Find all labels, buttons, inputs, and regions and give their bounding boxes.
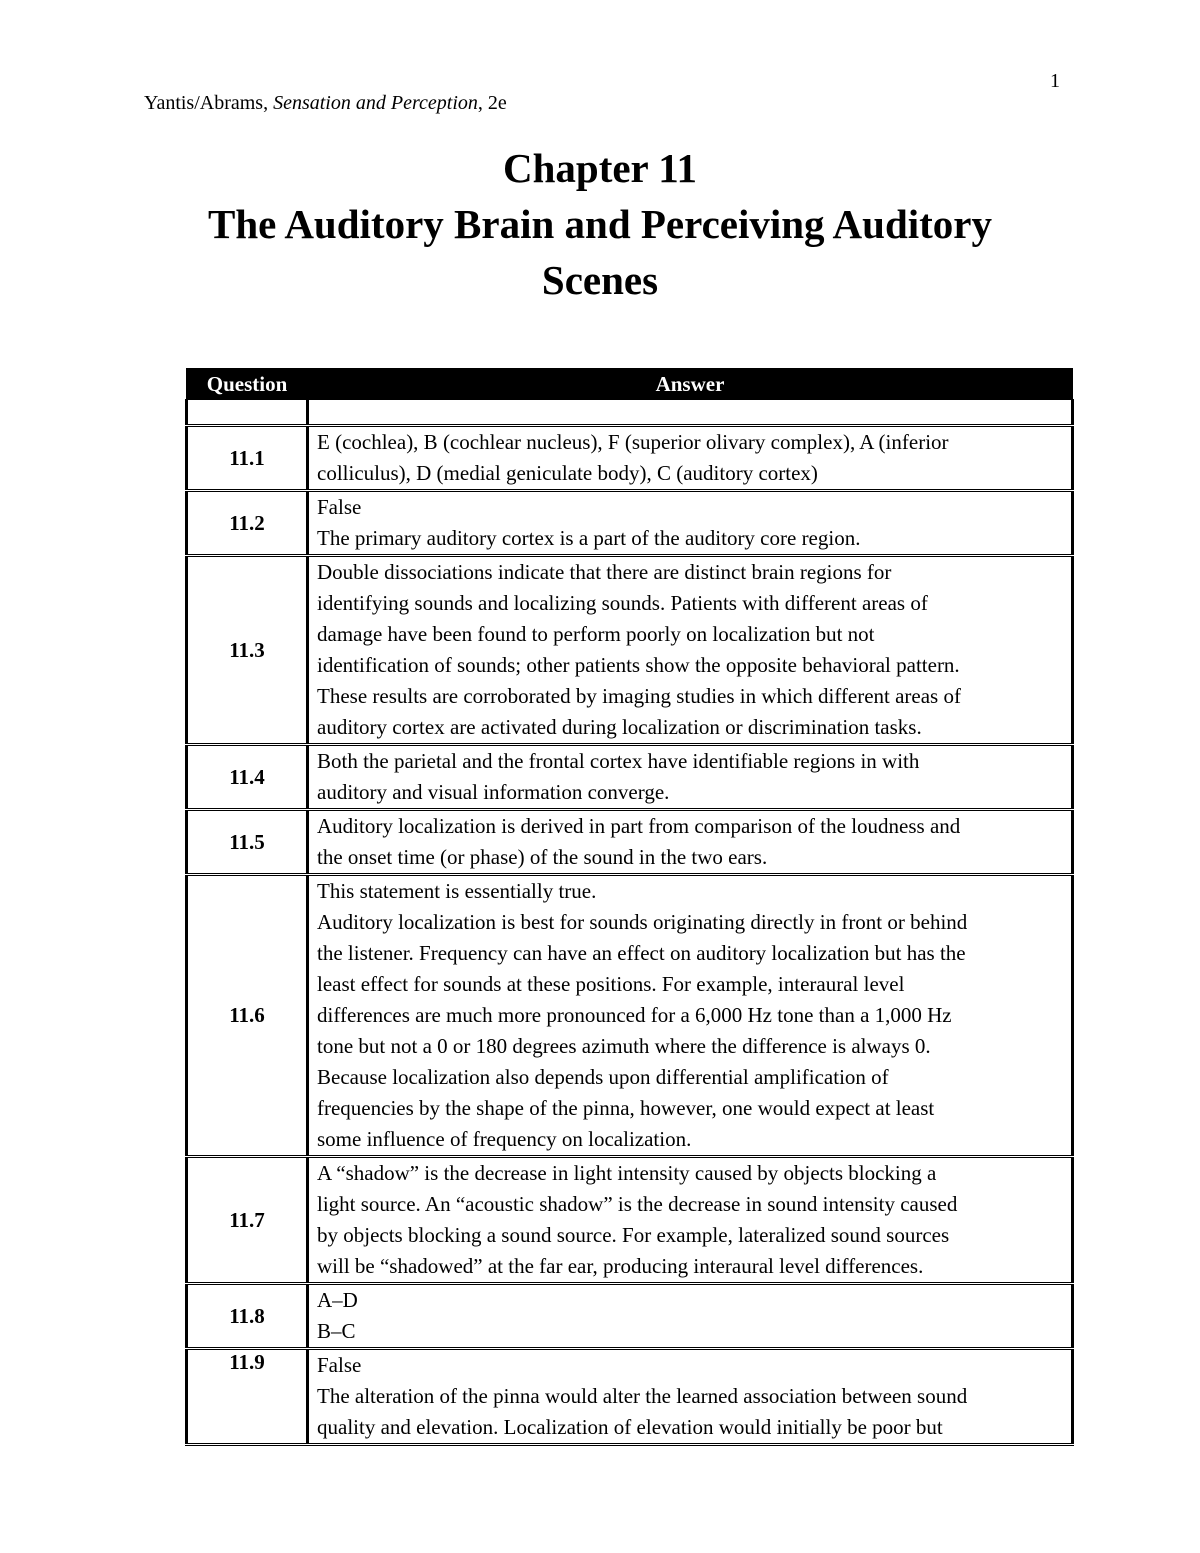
table-row xyxy=(187,556,1073,745)
answer-line: A “shadow” is the decrease in light intensity caused by objects blocking a xyxy=(317,1161,937,1185)
answer-line: quality and elevation. Localization of elevation would initially be poor but xyxy=(317,1415,943,1439)
answer-line: False xyxy=(317,495,362,519)
table-body xyxy=(187,400,1073,1445)
answer-line: E (cochlea), B (cochlear nucleus), F (superior olivary complex), A (inferior xyxy=(317,430,949,454)
answer-line: Auditory localization is derived in part from comparison of the loudness and xyxy=(317,814,961,838)
question-number: 11.3 xyxy=(187,556,308,745)
chapter-title-line: The Auditory Brain and Perceiving Auditory xyxy=(207,201,992,247)
column-header-answer: Answer xyxy=(308,369,1073,400)
answer-line: damage have been found to perform poorly on localization but not xyxy=(317,622,875,646)
answer-cell xyxy=(308,556,1073,745)
answer-line: tone but not a 0 or 180 degrees azimuth where the difference is always 0. xyxy=(317,1034,931,1058)
answer-cell xyxy=(308,875,1073,1157)
answer-cell xyxy=(308,745,1073,810)
answer-cell xyxy=(308,1284,1073,1349)
answer-line: the listener. Frequency can have an effect on auditory localization but has the xyxy=(317,941,966,965)
answer-line: Double dissociations indicate that there are distinct brain regions for xyxy=(317,560,892,584)
answer-cell xyxy=(308,810,1073,875)
answer-line: auditory and visual information converge. xyxy=(317,780,670,804)
table-row xyxy=(187,745,1073,810)
answer-line: Because localization also depends upon differential amplification of xyxy=(317,1065,889,1089)
running-header xyxy=(144,92,507,115)
answer-line: B–C xyxy=(317,1319,356,1343)
answer-line: colliculus), D (medial geniculate body), C (auditory cortex) xyxy=(317,461,818,485)
table-row xyxy=(187,1157,1073,1284)
answer-line: by objects blocking a sound source. For example, lateralized sound sources xyxy=(317,1223,950,1247)
table-row xyxy=(187,491,1073,556)
chapter-number: Chapter 11 xyxy=(502,145,697,191)
answer-table xyxy=(185,368,1074,1446)
answer-line: light source. An “acoustic shadow” is the decrease in sound intensity caused xyxy=(317,1192,958,1216)
table-row xyxy=(187,1284,1073,1349)
answer-line: identifying sounds and localizing sounds. Patients with different areas of xyxy=(317,591,928,615)
answer-cell xyxy=(308,426,1073,491)
answer-line: frequencies by the shape of the pinna, however, one would expect at least xyxy=(317,1096,935,1120)
table-row xyxy=(187,875,1073,1157)
answer-line: least effect for sounds at these positions. For example, interaural level xyxy=(317,972,905,996)
answer-line: A–D xyxy=(317,1288,358,1312)
answer-line: differences are much more pronounced for a 6,000 Hz tone than a 1,000 Hz xyxy=(317,1003,952,1027)
answer-line: Auditory localization is best for sounds originating directly in front or behind xyxy=(317,910,968,934)
table-row xyxy=(187,1349,1073,1445)
answer-line: the onset time (or phase) of the sound in the two ears. xyxy=(317,845,768,869)
question-number: 11.4 xyxy=(187,745,308,810)
answer-line: These results are corroborated by imaging studies in which different areas of xyxy=(317,684,961,708)
question-number: 11.5 xyxy=(187,810,308,875)
answer-line: some influence of frequency on localization. xyxy=(317,1127,692,1151)
question-number: 11.1 xyxy=(187,426,308,491)
answer-line: The alteration of the pinna would alter the learned association between sound xyxy=(317,1384,968,1408)
header-book-title: Sensation and Perception xyxy=(273,92,478,114)
answer-cell xyxy=(308,1349,1073,1445)
table-row xyxy=(187,810,1073,875)
question-number: 11.6 xyxy=(187,875,308,1157)
question-number: 11.9 xyxy=(187,1349,308,1445)
header-edition: , 2e xyxy=(477,92,507,114)
question-number: 11.8 xyxy=(187,1284,308,1349)
answer-line: identification of sounds; other patients show the opposite behavioral pattern. xyxy=(317,653,960,677)
question-number: 11.2 xyxy=(187,491,308,556)
table-row xyxy=(187,426,1073,491)
chapter-title-line: Scenes xyxy=(541,257,659,303)
answer-line: auditory cortex are activated during localization or discrimination tasks. xyxy=(317,715,922,739)
table-header-row xyxy=(187,369,1073,400)
answer-line: This statement is essentially true. xyxy=(317,879,597,903)
answer-line: The primary auditory cortex is a part of the auditory core region. xyxy=(317,526,861,550)
page-number: 1 xyxy=(1050,70,1060,92)
question-number: 11.7 xyxy=(187,1157,308,1284)
table-row-blank xyxy=(187,400,1073,426)
column-header-question: Question xyxy=(187,369,308,400)
answer-cell xyxy=(308,1157,1073,1284)
answer-line: Both the parietal and the frontal cortex have identifiable regions in with xyxy=(317,749,920,773)
header-authors: Yantis/Abrams, xyxy=(144,92,274,114)
answer-line: will be “shadowed” at the far ear, producing interaural level differences. xyxy=(317,1254,924,1278)
answer-cell xyxy=(308,491,1073,556)
answer-line: False xyxy=(317,1353,362,1377)
chapter-title xyxy=(0,140,1200,308)
